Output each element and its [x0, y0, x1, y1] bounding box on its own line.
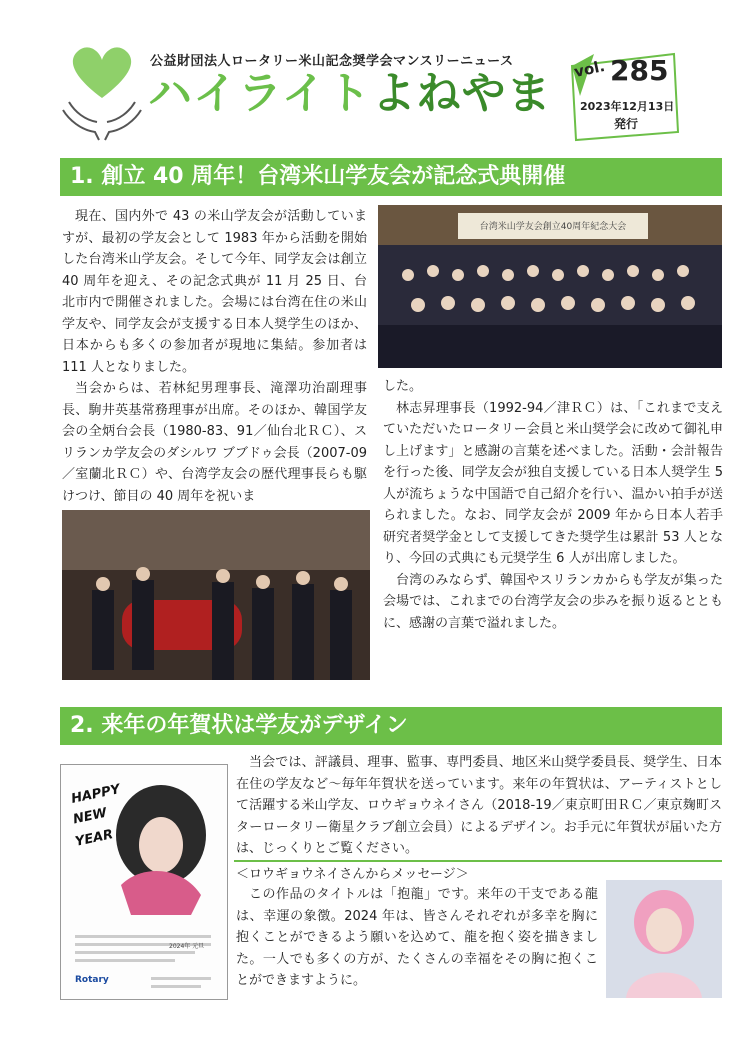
- card-line1: HAPPY: [69, 782, 122, 807]
- heart-hands-logo: [55, 40, 150, 150]
- title-part-b: よねやま: [371, 68, 552, 119]
- section2-heading: 2. 来年の年賀状は学友がデザイン: [60, 707, 722, 745]
- group-photo: [378, 205, 722, 368]
- new-year-card-image: [60, 764, 228, 1000]
- vol-label: vol.: [572, 56, 607, 82]
- paragraph: 現在、国内外で 43 の米山学友会が活動していますが、最初の学友会として 1983 年から活動を開始した台湾米山学友会。そして今年、同学友会は創立 40 周年を迎え、その記念式典が 11 月 25 日、台北市内で開催されました。会場には台湾在住の米山学友や、同学友会が支援する日本人奨学生のほか、日本からも多くの参加者が現地に集結。参加者は 111 人となりました。: [62, 209, 367, 375]
- issue-suffix: 発行: [614, 117, 639, 131]
- banquet-photo: [62, 510, 370, 680]
- paragraph: この作品のタイトルは「抱龍」です。来年の干支である龍は、幸運の象徴。2024 年は、皆さんそれぞれが多幸を胸に抱くことができるよう願いを込めて、龍を抱く姿を描きました。一人でも多くの方が、たくさんの幸福をその胸に抱くことができますように。: [236, 887, 598, 988]
- org-name: 公益財団法人ロータリー米山記念奨学会マンスリーニュース: [150, 54, 514, 69]
- title-part-a: ハイライト: [148, 68, 372, 119]
- paragraph: 林志昇理事長（1992-94／津ＲＣ）は、「これまで支えていただいたロータリー会員と米山奨学会に改めて御礼申し上げます」と感謝の言葉を述べました。活動・会計報告を行った後、同学友会が独自支援している日本人奨学生 5 人が流ちょうな中国語で自己紹介を行い、温かい拍手が送られました。なお、同学友会が 2009 年から日本人若手研究者奨学金として支援してきた奨学生は累計 53 人となり、今回の式典にも元奨学生 6 人が出席しました。: [383, 400, 723, 566]
- message-title: ＜ロウギョウネイさんからメッセージ＞: [236, 867, 469, 882]
- section2-intro: [236, 752, 722, 860]
- paragraph: 当会からは、若林紀男理事長、滝澤功治副理事長、駒井英基常務理事が出席。そのほか、韓国学友会の全炳台会長（1980-83、91／仙台北ＲＣ）、スリランカ学友会のダシルワ ブブドゥ会長（2007-09／室蘭北ＲＣ）や、台湾学友会の歴代理事長らも駆けつけ、節目の 40 周年を祝いま: [62, 381, 367, 504]
- message-body: [236, 884, 598, 992]
- card-line3: YEAR: [73, 827, 115, 850]
- card-rotary-logo: Rotary: [75, 975, 109, 985]
- message-divider: [234, 860, 722, 862]
- vol-number: 285: [610, 54, 669, 87]
- section1-heading: 1. 創立 40 周年！台湾米山学友会が記念式典開催: [60, 158, 722, 196]
- paragraph-continuation: した。: [383, 379, 423, 394]
- section1-right-column: [383, 376, 723, 634]
- photo-banner: 台湾米山学友会創立40周年紀念大会: [479, 222, 627, 232]
- artist-photo: [606, 880, 722, 998]
- card-year: 2024年 元旦: [169, 943, 205, 950]
- issue-date: 2023年12月13日: [580, 100, 675, 113]
- section1-left-column: [62, 206, 367, 507]
- newsletter-title: [148, 70, 552, 118]
- paragraph: 当会では、評議員、理事、監事、専門委員、地区米山奨学委員長、奨学生、日本在住の学友など～毎年年賀状を送っています。来年の年賀状は、アーティストとして活躍する米山学友、ロウギョウネイさん（2018-19／東京町田ＲＣ／東京麹町スターロータリー衛星クラブ創立会員）によるデザイン。お手元に年賀状が届いた方は、じっくりとご覧ください。: [236, 755, 722, 856]
- paragraph: 台湾のみならず、韓国やスリランカからも学友が集った会場では、これまでの台湾学友会の歩みを振り返るとともに、感謝の言葉で溢れました。: [383, 572, 723, 631]
- card-line2: NEW: [71, 805, 109, 828]
